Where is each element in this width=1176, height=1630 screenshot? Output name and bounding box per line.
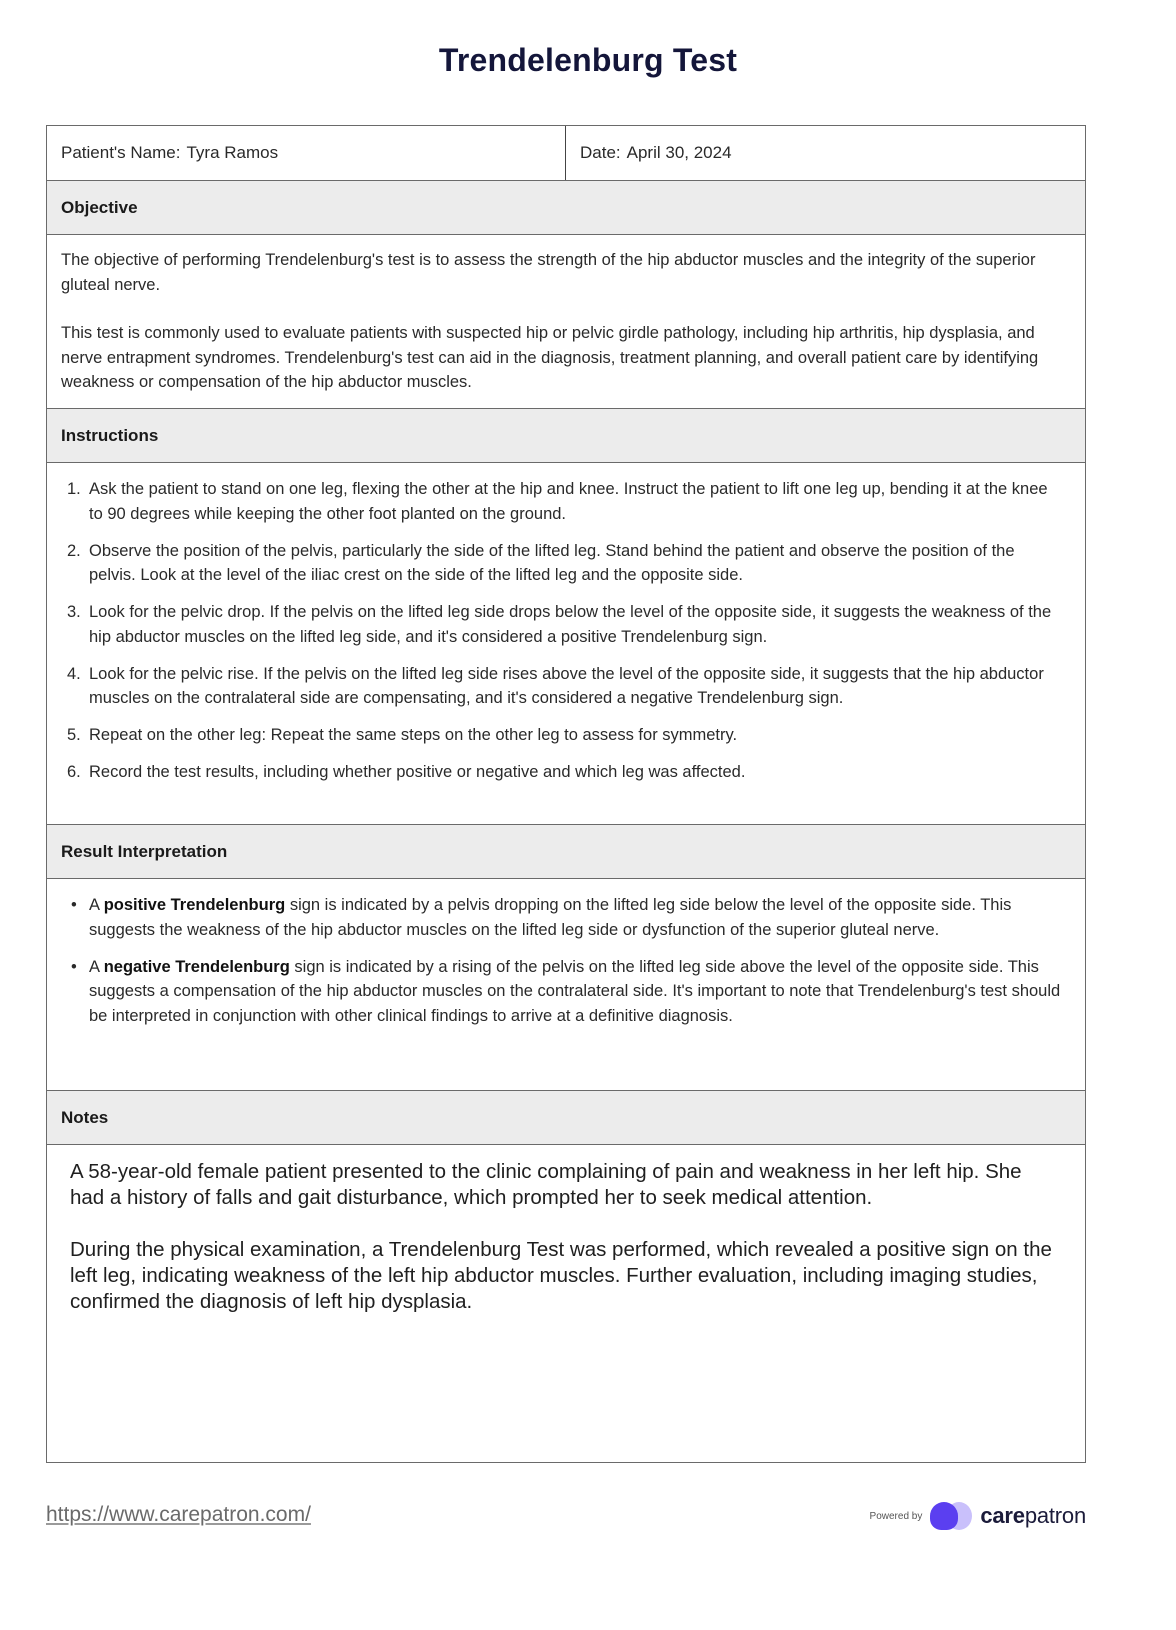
objective-paragraph: This test is commonly used to evaluate patients with suspected hip or pelvic girdle pathology, including hip arthritis, hip dysplasia, and nerve entrapment syndromes. Trendelenburg's test can aid in the diagnosis, treatment planning, and overall patient care by identifying weakness or compensation of the hip abductor muscles. [61,324,1039,391]
powered-by-label: Powered by [869,1510,923,1522]
result-interpretation-header [47,825,1085,879]
date-label: Date: [580,143,621,162]
negative-sign-term: negative Trendelenburg [103,957,290,976]
objective-header [47,181,1085,235]
instructions-list [61,477,1065,785]
patient-name-label: Patient's Name: [61,143,181,162]
result-interpretation-body [47,879,1085,1091]
document-title: Trendelenburg Test [438,42,738,78]
instructions-heading: Instructions [61,425,159,445]
instruction-step: 3. Look for the pelvic drop. If the pelvis on the lifted leg side drops below the level of the opposite side, it suggests the weakness of the hip abductor muscles on the lifted leg side, and it's considered a positive Trendelenburg sign. [67,603,1052,646]
notes-body[interactable] [47,1145,1085,1461]
instruction-step: 5. Repeat on the other leg: Repeat the same steps on the other leg to assess for symmetry. [67,726,738,744]
interpretation-item: • A negative Trendelenburg sign is indicated by a rising of the pelvis on the lifted leg side above the level of the opposite side. This suggests a compensation of the hip abductor muscles on the contralateral side. It's important to note that Trendelenburg's test should be interpreted in conjunction with other clinical findings to arrive at a definitive diagnosis. [61,955,1065,1029]
date-cell [566,126,1085,180]
bullet-icon: • [71,957,77,976]
bullet-icon: • [71,896,77,914]
notes-text[interactable] [61,1159,1065,1315]
result-interpretation-heading: Result Interpretation [61,841,228,861]
carepatron-logo-icon [930,1501,974,1531]
result-interpretation-list [61,893,1065,1028]
instructions-header [47,409,1085,463]
instructions-body [47,463,1085,825]
patient-info-row [47,126,1085,181]
notes-paragraph: During the physical examination, a Trendelenburg Test was performed, which revealed a positive sign on the left leg, indicating weakness of the left hip abductor muscles. Further evaluation, including imaging studies, confirmed the diagnosis of left hip dysplasia. [70,1238,1052,1313]
notes-header [47,1091,1085,1145]
instruction-step: 6. Record the test results, including whether positive or negative and which leg was affected. [67,763,746,781]
interpretation-item: • A positive Trendelenburg sign is indicated by a pelvis dropping on the lifted leg side below the level of the opposite side. This suggests the weakness of the hip abductor muscles on the lifted leg side or dysfunction of the superior gluteal nerve. [61,893,1065,942]
notes-heading: Notes [61,1107,109,1127]
instruction-step: 1. Ask the patient to stand on one leg, flexing the other at the hip and knee. Instruct the patient to lift one leg up, bending it at the knee to 90 degrees while keeping the other foot planted on the ground. [67,480,1048,523]
form-table [46,125,1086,1463]
objective-body [47,235,1085,409]
objective-heading: Objective [61,197,138,217]
powered-by-carepatron[interactable] [870,1500,1086,1532]
date-value[interactable]: April 30, 2024 [626,143,732,162]
instruction-step: 4. Look for the pelvic rise. If the pelvis on the lifted leg side rises above the level of the opposite side, it suggests that the hip abductor muscles on the contralateral side are compensating, and it's considered a negative Trendelenburg sign. [67,664,1044,707]
instruction-step: 2. Observe the position of the pelvis, particularly the side of the lifted leg. Stand behind the patient and observe the position of the pelvis. Look at the level of the iliac crest on the side of the lifted leg and the opposite side. [67,541,1015,584]
positive-sign-term: positive Trendelenburg [103,896,286,914]
patient-name-value[interactable]: Tyra Ramos [186,143,279,162]
carepatron-wordmark: carepatron [980,1503,1086,1528]
patient-name-cell [47,126,566,180]
notes-paragraph: A 58-year-old female patient presented to the clinic complaining of pain and weakness in her left hip. She had a history of falls and gait disturbance, which prompted her to seek medical attention. [70,1160,1022,1209]
objective-paragraph: The objective of performing Trendelenburg's test is to assess the strength of the hip abductor muscles and the integrity of the superior gluteal nerve. [61,251,1036,294]
carepatron-website-link[interactable]: https://www.carepatron.com/ [46,1503,311,1526]
